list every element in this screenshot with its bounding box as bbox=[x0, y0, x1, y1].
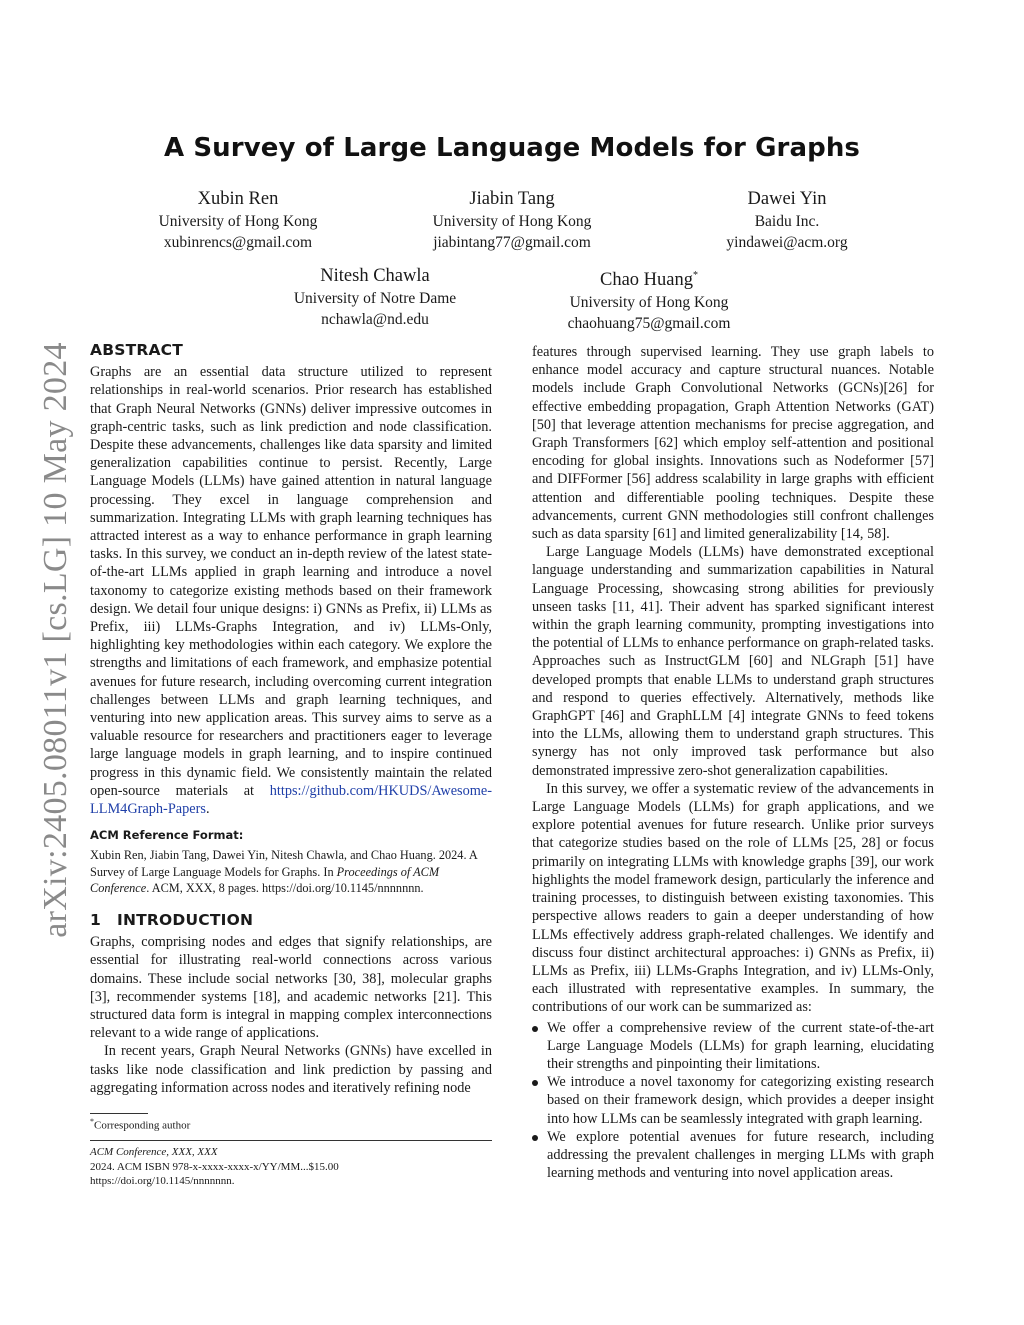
author-affiliation: University of Hong Kong bbox=[432, 213, 592, 230]
conference-rule bbox=[90, 1140, 492, 1141]
section-number: 1 bbox=[90, 910, 101, 929]
author-block bbox=[108, 187, 368, 253]
author-name: Jiabin Tang bbox=[469, 189, 555, 209]
conference-venue: ACM Conference, XXX, XXX bbox=[90, 1146, 218, 1158]
author-affiliation: University of Hong Kong bbox=[569, 294, 729, 312]
conference-isbn: 2024. ACM ISBN 978-x-xxxx-xxxx-x/YY/MM...$15.00 bbox=[90, 1160, 339, 1173]
author-block bbox=[245, 264, 505, 330]
corresponding-mark: * bbox=[693, 270, 698, 281]
acm-reference-heading: ACM Reference Format: bbox=[90, 828, 244, 843]
author-email[interactable]: chaohuang75@gmail.com bbox=[567, 315, 731, 333]
conference-doi[interactable]: https://doi.org/10.1145/nnnnnnn. bbox=[90, 1175, 235, 1187]
arxiv-id[interactable]: arXiv:2405.08011v1 [cs.LG] 10 May 2024 bbox=[37, 342, 74, 938]
author-name: Dawei Yin bbox=[747, 189, 827, 209]
author-email[interactable]: xubinrencs@gmail.com bbox=[163, 234, 313, 251]
list-item-text: We introduce a novel taxonomy for categorizing existing research based on their framework design, which provides a deeper insight into how LLMs can be seamlessly integrated with graph learning. bbox=[547, 1074, 934, 1127]
acm-reference bbox=[90, 826, 492, 897]
abstract-end: . bbox=[205, 801, 210, 818]
section-title: INTRODUCTION bbox=[117, 910, 254, 929]
author-block bbox=[657, 187, 917, 253]
author-name-line bbox=[519, 264, 779, 292]
intro-paragraph: features through supervised learning. They use graph labels to enhance model accuracy and capture structural nuances. Notable models include Graph Convolutional Networks (GCNs)[26] for effective embedding propagation, Graph Attention Networks (GAT)[50] that leverage attention mechanisms for precise aggregation, and Graph Transformers [62] which employ self-attention and positional encoding for global insights. Innovations such as Nodeformer [57] and DIFFormer [56] address scalability in large graphs with efficient attention and differentiable pooling techniques. Despite these advancements, current GNN methodologies still confront challenges such as data sparsity [61] and limited generalizability [14, 58]. bbox=[532, 344, 934, 543]
author-affiliation: Baidu Inc. bbox=[754, 213, 820, 230]
list-item bbox=[532, 1128, 934, 1183]
author-email[interactable]: jiabintang77@gmail.com bbox=[433, 234, 591, 251]
author-name: Nitesh Chawla bbox=[320, 266, 430, 286]
intro-paragraph: Large Language Models (LLMs) have demonstrated exceptional language understanding and summarization capabilities in Natural Language Processing, showcasing strong abilities for previously unseen tasks [11, 41]. Their advent has sparked significant interest within the graph learning community, prompting investigations into the potential of LLMs to enhance performance on graph-related tasks. Approaches such as InstructGLM [60] and NLGraph [51] have developed prompts that enable LLMs to understand graph structures and respond to queries effectively. Alternatively, methods like GraphGPT [46] and GraphLLM [4] integrate GNNs to feed tokens into the LLMs, allowing them to understand graph structures. This synergy has not only improved task performance but also demonstrated impressive zero-shot generalization capabilities. bbox=[532, 544, 934, 779]
list-item-text: We explore potential avenues for future research, including addressing the prevalent challenges in merging LLMs with graph learning methods and venturing into novel application areas. bbox=[547, 1128, 934, 1182]
abstract-body bbox=[90, 363, 492, 818]
acm-reference-authors: Xubin Ren, Jiabin Tang, Dawei Yin, Nitesh Chawla, and Chao Huang. 2024. A Survey of Large Language Models for Graphs. In bbox=[90, 848, 478, 879]
author-affiliation: University of Notre Dame bbox=[293, 290, 457, 307]
footnote-rule bbox=[90, 1113, 148, 1114]
paper-title: A Survey of Large Language Models for Graphs bbox=[163, 133, 861, 163]
conference-info bbox=[90, 1145, 339, 1189]
author-email[interactable]: nchawla@nd.edu bbox=[321, 311, 429, 328]
bullet-icon bbox=[532, 1080, 538, 1086]
bullet-icon bbox=[532, 1135, 538, 1141]
author-block bbox=[519, 264, 779, 334]
footnote bbox=[90, 1117, 190, 1132]
list-item bbox=[532, 1019, 934, 1074]
github-link[interactable]: https://github.com/HKUDS/Awesome-LLM4Graph-Papers bbox=[90, 782, 492, 818]
abstract-heading: ABSTRACT bbox=[90, 341, 184, 359]
author-block bbox=[382, 187, 642, 253]
intro-paragraph: In this survey, we offer a systematic review of the advancements in Large Language Models (LLMs) for graph applications, and we explore potential avenues for future research. Unlike prior surveys that categorize studies based on the role of LLMs [25, 28] or focus primarily on integrating LLMs with knowledge graphs [39], our work highlights the model framework design, particularly the inference and training processes, to distinguish between existing taxonomies. This perspective allows readers to gain a deeper understanding of how LLMs effectively address graph-related challenges. We identify and discuss four distinct architectural approaches: i) GNNs as Prefix, ii) LLMs as Prefix, iii) LLMs-Graphs Integration, and iv) LLMs-Only, each illustrated with representative examples. In summary, the contributions of our work can be summarized as: bbox=[532, 780, 934, 1016]
contributions-list bbox=[532, 1019, 934, 1183]
intro-paragraph: In recent years, Graph Neural Networks (GNNs) have excelled in tasks like node classification and link prediction by passing and aggregating information across nodes and iteratively refining node bbox=[90, 1043, 492, 1096]
bullet-icon bbox=[532, 1026, 538, 1032]
author-name: Xubin Ren bbox=[197, 189, 279, 209]
left-column bbox=[90, 341, 492, 1097]
list-item bbox=[532, 1073, 934, 1128]
footnote-text: Corresponding author bbox=[94, 1119, 191, 1132]
author-name: Chao Huang bbox=[600, 270, 693, 291]
intro-paragraph: Graphs, comprising nodes and edges that signify relationships, are essential for illustrating real-world connections across various domains. These include social networks [30, 38], molecular graphs [3], recommender systems [18], and academic networks [21]. This structured data form is integral in mapping complex interconnections relevant to a wide range of applications. bbox=[90, 934, 492, 1042]
section-heading bbox=[90, 911, 492, 929]
acm-reference-venue: Proceedings of ACM Conference bbox=[90, 864, 440, 896]
footnote-mark: * bbox=[90, 1117, 94, 1126]
author-affiliation: University of Hong Kong bbox=[158, 213, 318, 230]
acm-reference-tail: . ACM, XXX, 8 pages. https://doi.org/10.1145/nnnnnnn. bbox=[146, 881, 424, 896]
list-item-text: We offer a comprehensive review of the current state-of-the-art Large Language Models (LLMs) for graph learning, elucidating their strengths and pinpointing their limitations. bbox=[547, 1019, 934, 1072]
acm-reference-text bbox=[90, 847, 492, 897]
abstract-text: Graphs are an essential data structure utilized to represent relationships in real-world scenarios. Prior research has established that Graph Neural Networks (GNNs) deliver impressive outcomes in graph-centric tasks, such as link prediction and node classification. Despite these advancements, challenges like data sparsity and limited generalization capabilities continue to persist. Recently, Large Language Models (LLMs) have gained attention in natural language processing. They excel in language comprehension and summarization. Integrating LLMs with graph learning techniques has attracted interest as a way to enhance performance in graph learning tasks. In this survey, we conduct an in-depth review of the latest state-of-the-art LLMs applied in graph learning and introduce a novel taxonomy to categorize existing methods based on their framework design. We detail four unique designs: i) GNNs as Prefix, ii) LLMs as Prefix, iii) LLMs-Graphs Integration, and iv) LLMs-Only, highlighting key methodologies within each category. We explore the strengths and limitations of each framework, and emphasize potential avenues for future research, including overcoming current integration challenges between LLMs and graph learning techniques, and venturing into new application areas. This survey aims to serve as a valuable resource for researchers and practitioners eager to leverage large language models in graph learning, and to inspire continued progress in this dynamic field. We consistently maintain the related open-source materials at bbox=[90, 364, 492, 799]
right-column bbox=[532, 343, 934, 1182]
author-email[interactable]: yindawei@acm.org bbox=[726, 234, 848, 251]
